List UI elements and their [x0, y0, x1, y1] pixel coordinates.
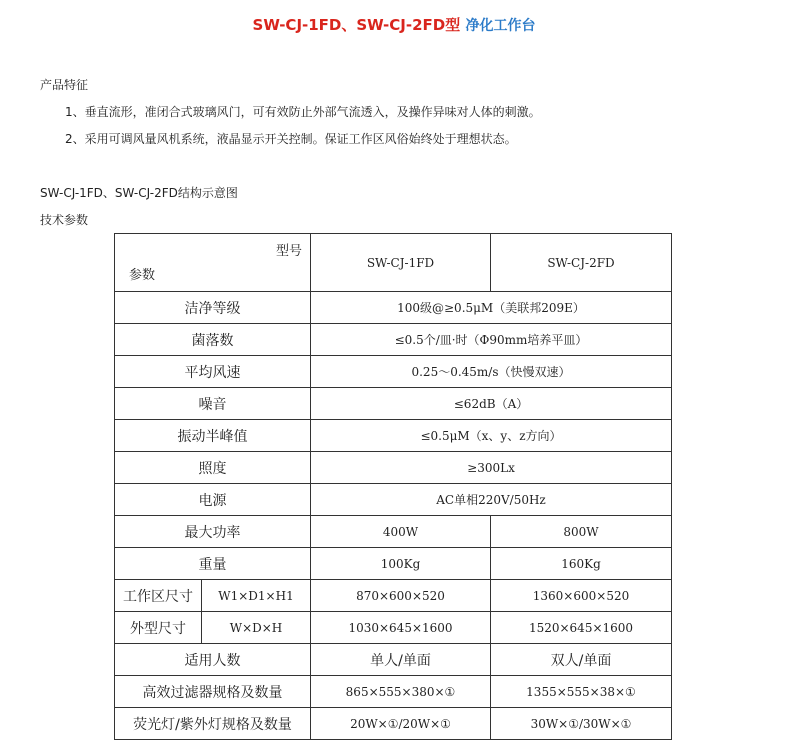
diagram-caption: SW-CJ-1FD、SW-CJ-2FD结构示意图 [40, 186, 238, 200]
row-value: 100级@≥0.5μM（美联邦209E） [311, 292, 672, 324]
row-label: 最大功率 [115, 516, 311, 548]
tech-heading: 技术参数 [40, 213, 89, 227]
row-value-1: 870×600×520 [311, 580, 491, 612]
row-value-1: 100Kg [311, 548, 491, 580]
row-value-2: 30W×①/30W×① [491, 708, 672, 740]
title-product: 净化工作台 [465, 18, 536, 34]
row-value: 0.25～0.45m/s（快慢双速） [311, 356, 672, 388]
title-model: SW-CJ-1FD、SW-CJ-2FD型 [252, 16, 461, 34]
row-label: 适用人数 [115, 644, 311, 676]
row-value-1: 865×555×380×① [311, 676, 491, 708]
row-label: 洁净等级 [115, 292, 311, 324]
header-model-label: 型号 [275, 244, 302, 259]
spec-table [114, 233, 672, 740]
row-value-2: 双人/单面 [491, 644, 672, 676]
table-row [115, 420, 672, 452]
header-diagonal-cell [115, 234, 311, 292]
row-label: 重量 [115, 548, 311, 580]
row-value-1: 400W [311, 516, 491, 548]
header-model-1: SW-CJ-1FD [311, 234, 491, 292]
row-label: 平均风速 [115, 356, 311, 388]
row-label: 照度 [115, 452, 311, 484]
page-title [0, 14, 788, 35]
row-unit: W×D×H [202, 612, 311, 644]
table-row [115, 644, 672, 676]
row-label: 外型尺寸 [115, 612, 202, 644]
row-unit: W1×D1×H1 [202, 580, 311, 612]
row-value-1: 20W×①/20W×① [311, 708, 491, 740]
header-model-2: SW-CJ-2FD [491, 234, 672, 292]
table-row [115, 548, 672, 580]
table-row [115, 516, 672, 548]
row-value: ≥300Lx [311, 452, 672, 484]
row-value-2: 1520×645×1600 [491, 612, 672, 644]
table-row [115, 676, 672, 708]
table-row [115, 452, 672, 484]
row-value: ≤62dB（A） [311, 388, 672, 420]
row-label: 工作区尺寸 [115, 580, 202, 612]
table-row [115, 356, 672, 388]
table-row [115, 612, 672, 644]
table-row [115, 580, 672, 612]
row-value-2: 1355×555×38×① [491, 676, 672, 708]
table-row [115, 484, 672, 516]
features-heading: 产品特征 [40, 78, 89, 92]
table-row [115, 388, 672, 420]
row-value-1: 单人/单面 [311, 644, 491, 676]
feature-item-1: 1、垂直流形，准闭合式玻璃风门，可有效防止外部气流透入，及操作异味对人体的刺激。 [65, 105, 541, 119]
row-value-2: 800W [491, 516, 672, 548]
row-value-2: 160Kg [491, 548, 672, 580]
table-row [115, 292, 672, 324]
table-row [115, 324, 672, 356]
row-label: 振动半峰值 [115, 420, 311, 452]
row-label: 电源 [115, 484, 311, 516]
row-value-2: 1360×600×520 [491, 580, 672, 612]
row-value-1: 1030×645×1600 [311, 612, 491, 644]
row-label: 高效过滤器规格及数量 [115, 676, 311, 708]
table-row [115, 708, 672, 740]
feature-item-2: 2、采用可调风量风机系统，液晶显示开关控制。保证工作区风俗始终处于理想状态。 [65, 132, 517, 146]
row-value: ≤0.5个/皿·时（Φ90mm培养平皿） [311, 324, 672, 356]
row-label: 噪音 [115, 388, 311, 420]
table-header-row [115, 234, 672, 292]
row-value: ≤0.5μM（x、y、z方向） [311, 420, 672, 452]
row-label: 荧光灯/紫外灯规格及数量 [115, 708, 311, 740]
row-value: AC单相220V/50Hz [311, 484, 672, 516]
header-param-label: 参数 [129, 268, 156, 283]
row-label: 菌落数 [115, 324, 311, 356]
